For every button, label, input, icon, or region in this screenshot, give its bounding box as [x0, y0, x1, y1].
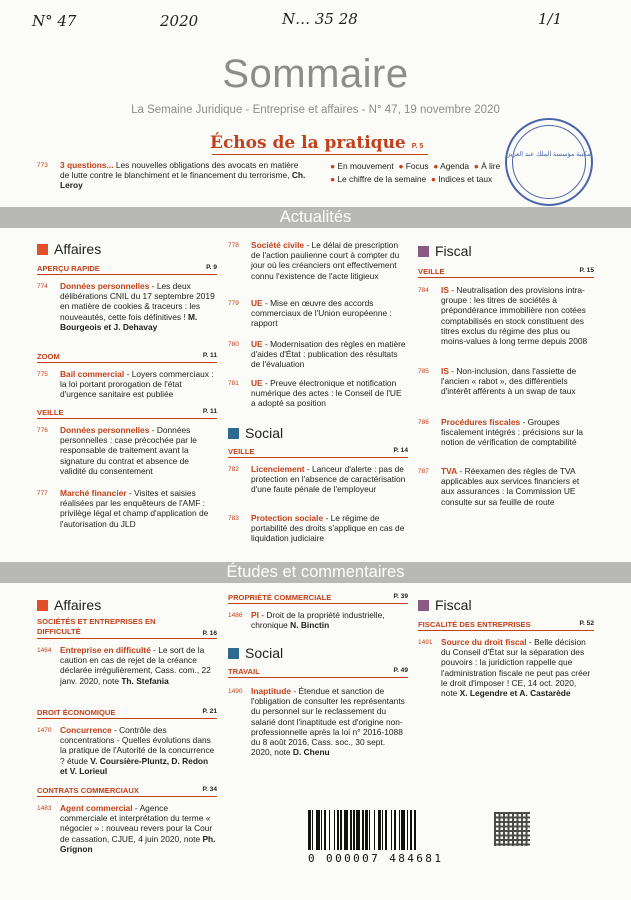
- handwritten-reference: N… 35 28: [282, 10, 358, 28]
- item-number: 786: [418, 419, 429, 426]
- item-author: M. Bourgeois et J. Dehavay: [60, 311, 198, 332]
- item-lead: Société civile: [251, 240, 305, 250]
- article-item[interactable]: [37, 725, 217, 776]
- article-item[interactable]: [228, 240, 408, 281]
- item-lead: Procédures fiscales: [441, 417, 521, 427]
- item-lead: Bail commercial: [60, 369, 125, 379]
- item-number: 773: [37, 162, 48, 169]
- article-item[interactable]: [228, 298, 408, 329]
- fiscal-heading: [418, 597, 472, 613]
- affaires-heading: [37, 597, 101, 613]
- article-item[interactable]: [37, 369, 217, 400]
- item-text: - Le régime de portabilité des droits s'applique en cas de liquidation judiciaire: [251, 513, 405, 544]
- item-text: - Belle décision du Conseil d'État sur la séparation des pouvoirs : la juridiction rappelle que l'administration fiscale ne peut pas créer le droit d'imposer ! CE, 14 oct. 2020, note: [441, 637, 591, 699]
- item-text: - Contrôle des concentrations - Quelles évolutions dans la pratique de l'Autorité de la concurrence ? étude: [60, 725, 215, 766]
- article-item[interactable]: [37, 281, 217, 332]
- subsection-label: CONTRATS COMMERCIAUX: [37, 786, 139, 795]
- subsection-label: SOCIÉTÉS ET ENTREPRISES EN DIFFICULTÉ: [37, 617, 156, 636]
- item-lead: Licenciement: [251, 464, 305, 474]
- subsection-label: VEILLE: [37, 408, 64, 417]
- bullet-row: ● Le chiffre de la semaine ● Indices et taux: [330, 174, 493, 184]
- item-text: - Groupes fiscalement intégrés : précisions sur la notion de vérification de comptabilité: [441, 417, 583, 448]
- subsection-page: P. 11: [202, 352, 217, 359]
- item-text: - Le délai de prescription de l'action paulienne court à compter du jour où les créanciers ont effectivement connu l'existence de l'acte litigieux: [251, 240, 400, 281]
- item-lead: 3 questions...: [60, 160, 114, 170]
- barcode: [308, 810, 494, 850]
- echos-heading: [210, 133, 423, 153]
- item-text: - Les deux délibérations CNIL du 17 septembre 2019 en matière de cookies & traceurs : les nouveautés, cette fois définitives !: [60, 281, 215, 322]
- echos-bullets: [330, 160, 500, 186]
- subsection-page: P. 9: [206, 264, 217, 271]
- fiscal-heading-text: Fiscal: [435, 243, 472, 259]
- handwritten-year: 2020: [160, 12, 199, 30]
- item-number: 780: [228, 341, 239, 348]
- item-lead: UE: [251, 339, 263, 349]
- item-number: 776: [37, 427, 48, 434]
- article-item[interactable]: [418, 366, 594, 397]
- item-author: Ph. Grignon: [60, 833, 216, 854]
- affaires-square-icon: [37, 244, 48, 255]
- echos-rule: [212, 154, 428, 155]
- item-lead: UE: [251, 298, 263, 308]
- subsection-label: APERÇU RAPIDE: [37, 264, 100, 273]
- qr-code-icon: [494, 812, 530, 846]
- item-author: D. Chenu: [292, 747, 330, 758]
- item-number: 785: [418, 368, 429, 375]
- item-text: - Réexamen des règles de TVA applicables aux services financiers et aux assurances : la Commission UE consulte sur sa feuille de route: [441, 466, 580, 507]
- page-title: Sommaire: [222, 52, 409, 96]
- fiscal-square-icon: [418, 600, 429, 611]
- subsection-label: ZOOM: [37, 352, 60, 361]
- subsection-header: [418, 267, 594, 278]
- item-lead: IS: [441, 366, 449, 376]
- item-text: Les nouvelles obligations des avocats en matière de lutte contre le blanchiment et le financement du terrorisme,: [60, 160, 299, 181]
- item-lead: UE: [251, 378, 263, 388]
- item-lead: Données personnelles: [60, 425, 150, 435]
- article-item[interactable]: [418, 417, 594, 448]
- item-lead: Source du droit fiscal: [441, 637, 527, 647]
- bullet-item[interactable]: Focus: [405, 161, 429, 171]
- bullet-item[interactable]: À lire: [481, 161, 501, 171]
- item-number: 779: [228, 300, 239, 307]
- bullet-item[interactable]: En mouvement: [337, 161, 394, 171]
- bullet-item[interactable]: Agenda: [440, 161, 470, 171]
- fiscal-square-icon: [418, 246, 429, 257]
- barcode-bar: [416, 810, 417, 850]
- subsection-label: VEILLE: [418, 267, 445, 276]
- subsection-page: P. 11: [202, 408, 217, 415]
- subsection-header: [37, 352, 217, 363]
- article-item[interactable]: [228, 464, 408, 495]
- item-lead: Entreprise en difficulté: [60, 645, 151, 655]
- item-author: Ch. Leroy: [60, 170, 306, 191]
- handwritten-page: 1/1: [538, 10, 563, 28]
- item-text: - Lanceur d'alerte : pas de protection en l'absence de caractérisation d'une faute pénale de l'employeur: [251, 464, 406, 495]
- item-number: 1491: [418, 639, 433, 646]
- item-text: - Modernisation des règles en matière d'aides d'État : publication des résultats de l'évaluation: [251, 339, 406, 370]
- item-text: - Le sort de la caution en cas de rejet de la créance déclarée irrégulièrement, Cass. com., 22 janv. 2020, note: [60, 645, 211, 686]
- article-item[interactable]: [228, 513, 408, 544]
- subsection-label: FISCALITÉ DES ENTREPRISES: [418, 620, 531, 629]
- item-author: V. Coursière-Pluntz, D. Redon et V. Lorieul: [60, 755, 209, 776]
- item-lead: Concurrence: [60, 725, 112, 735]
- item-text: - Preuve électronique et notification numérique des actes : le Conseil de l'UE a adopté sa position: [251, 378, 402, 409]
- item-text: - Étendue et sanction de l'obligation de consulter les représentants du personnel sur le reclassement du salarié dont l'inaptitude est d'origine non-professionnelle après la loi n° 2016-1088 du 8 août 2016, Cass. soc., 30 sept. 2020, note: [251, 686, 405, 758]
- subsection-header: [37, 617, 217, 639]
- subsection-page: P. 14: [393, 447, 408, 454]
- item-number: 778: [228, 242, 239, 249]
- article-item[interactable]: [228, 378, 408, 409]
- subsection-header: [228, 447, 408, 458]
- item-text: - Neutralisation des provisions intra-groupe : les titres de sociétés à prépondérance immobilière non cotées comptabilisés en stock constituent des titres exclus du régime des plus ou moins-values à long terme depuis 2008: [441, 285, 588, 347]
- item-number: 1464: [37, 647, 52, 654]
- item-lead: Protection sociale: [251, 513, 324, 523]
- bullet-item[interactable]: Le chiffre de la semaine: [337, 174, 427, 184]
- item-number: 782: [228, 466, 239, 473]
- subsection-label: TRAVAIL: [228, 667, 260, 676]
- item-lead: TVA: [441, 466, 458, 476]
- item-number: 784: [418, 287, 429, 294]
- item-lead: Inaptitude: [251, 686, 292, 696]
- item-lead: PI: [251, 610, 259, 620]
- echos-item[interactable]: [37, 160, 309, 191]
- article-item[interactable]: [228, 339, 408, 370]
- article-item[interactable]: [228, 610, 408, 630]
- fiscal-heading: [418, 243, 472, 259]
- affaires-heading-text: Affaires: [54, 241, 102, 257]
- bullet-item[interactable]: Indices et taux: [438, 174, 493, 184]
- item-text: - Mise en œuvre des accords commerciaux de l'Union européenne : rapport: [251, 298, 392, 329]
- affaires-square-icon: [37, 600, 48, 611]
- item-lead: Agent commercial: [60, 803, 133, 813]
- item-text: - Loyers commerciaux : la loi portant prorogation de l'état d'urgence sanitaire est publiée: [60, 369, 214, 400]
- item-number: 781: [228, 380, 239, 387]
- page-subtitle: La Semaine Juridique - Entreprise et affaires - N° 47, 19 novembre 2020: [131, 104, 500, 116]
- echos-page: P. 5: [411, 143, 424, 150]
- item-text: - Non-inclusion, dans l'assiette de l'ancien « rabot », des différentiels d'intérêt afférents à un swap de taux: [441, 366, 577, 397]
- item-number: 1486: [228, 612, 243, 619]
- subsection-page: P. 39: [393, 593, 408, 600]
- item-lead: IS: [441, 285, 449, 295]
- item-author: Th. Stefania: [121, 675, 169, 686]
- article-item[interactable]: [37, 488, 217, 529]
- item-lead: Marché financier: [60, 488, 127, 498]
- item-number: 775: [37, 371, 48, 378]
- social-heading: [228, 645, 283, 661]
- handwritten-issue-number: N° 47: [32, 12, 77, 30]
- subsection-header: [37, 408, 217, 419]
- affaires-heading-text: Affaires: [54, 597, 102, 613]
- barcode-number: 0 000007 484681: [308, 852, 444, 865]
- subsection-header: [228, 667, 408, 678]
- item-text: - Données personnelles : case précochée par le responsable de traitement avant la signature du contrat et absence de validité du consentement: [60, 425, 197, 476]
- social-heading-text: Social: [245, 645, 284, 661]
- item-lead: Données personnelles: [60, 281, 150, 291]
- subsection-header: [37, 708, 217, 719]
- subsection-label: DROIT ÉCONOMIQUE: [37, 708, 116, 717]
- section-band-etudes: Études et commentaires: [0, 562, 631, 583]
- article-item[interactable]: [418, 285, 594, 346]
- item-author: N. Binctin: [290, 620, 330, 631]
- item-text: - Agence commerciale et interprétation du terme « négocier » : nouveau revers pour la Cour de cassation, CJUE, 4 juin 2020, note: [60, 803, 213, 844]
- subsection-label: PROPRIÉTÉ COMMERCIALE: [228, 593, 332, 602]
- article-item[interactable]: [37, 425, 217, 476]
- item-number: 783: [228, 515, 239, 522]
- section-band-actualites: Actualités: [0, 207, 631, 228]
- subsection-page: P. 16: [202, 630, 217, 637]
- affaires-heading: [37, 241, 101, 257]
- item-number: 1490: [228, 688, 243, 695]
- library-stamp-inner: [512, 125, 586, 199]
- fiscal-heading-text: Fiscal: [435, 597, 472, 613]
- item-number: 774: [37, 283, 48, 290]
- item-text: - Visites et saisies réalisées par les enquêteurs de l'AMF : privilège légal et champ d'application de l'autorisation du JLD: [60, 488, 209, 529]
- article-item[interactable]: [228, 686, 408, 757]
- subsection-label: VEILLE: [228, 447, 255, 456]
- item-author: X. Legendre et A. Castarède: [459, 688, 571, 699]
- article-item[interactable]: [418, 637, 594, 698]
- item-number: 787: [418, 468, 429, 475]
- social-heading-text: Social: [245, 425, 284, 441]
- subsection-page: P. 49: [393, 667, 408, 674]
- library-stamp-text: مكتبة مؤسسة الملك عبد العزيز: [507, 151, 591, 158]
- article-item[interactable]: [37, 803, 217, 854]
- subsection-page: P. 52: [579, 620, 594, 627]
- item-number: 1483: [37, 805, 52, 812]
- subsection-header: [228, 593, 408, 604]
- item-text: - Droit de la propriété industrielle, chronique: [251, 610, 385, 631]
- social-square-icon: [228, 428, 239, 439]
- subsection-header: [37, 264, 217, 275]
- article-item[interactable]: [37, 645, 217, 686]
- item-number: 777: [37, 490, 48, 497]
- social-heading: [228, 425, 283, 441]
- bullet-row: ● En mouvement ● Focus ● Agenda ● À lire: [330, 161, 501, 171]
- subsection-header: [37, 786, 217, 797]
- subsection-page: P. 21: [202, 708, 217, 715]
- social-square-icon: [228, 648, 239, 659]
- echos-title: Échos de la pratique: [210, 133, 406, 153]
- article-item[interactable]: [418, 466, 594, 507]
- subsection-header: [418, 620, 594, 631]
- subsection-page: P. 34: [202, 786, 217, 793]
- item-number: 1470: [37, 727, 52, 734]
- subsection-page: P. 15: [579, 267, 594, 274]
